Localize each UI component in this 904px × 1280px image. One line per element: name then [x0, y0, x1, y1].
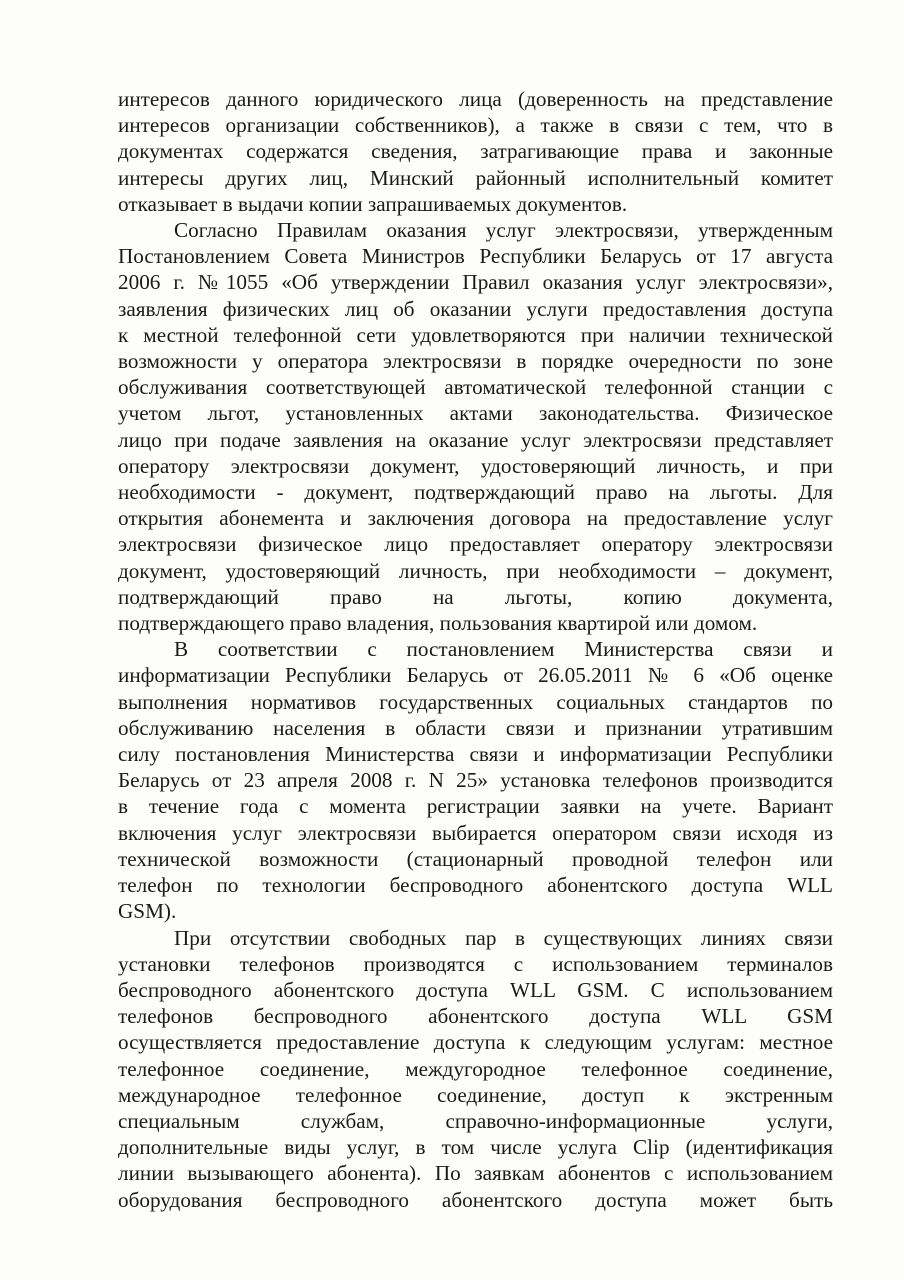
text-line: учетом льгот, установленных актами законодательства. Физическое — [118, 401, 833, 426]
text-line: электросвязи физическое лицо предоставляет оператору электросвязи — [118, 532, 833, 557]
text-line: Постановлением Совета Министров Республики Беларусь от 17 августа — [118, 244, 833, 269]
text-line: обслуживанию населения в области связи и признании утратившим — [118, 715, 833, 740]
text-line: выполнения нормативов государственных социальных стандартов по — [118, 689, 833, 714]
text-line: открытия абонемента и заключения договора на предоставление услуг — [118, 506, 833, 531]
text-line: отказывает в выдачи копии запрашиваемых документов. — [118, 191, 628, 216]
text-line: к местной телефонной сети удовлетворяются при наличии технической — [118, 322, 833, 347]
text-line: 2006 г. №1055 «Об утверждении Правил оказания услуг электросвязи», — [118, 270, 833, 295]
text-line: документ, удостоверяющий личность, при необходимости – документ, — [118, 558, 833, 583]
text-line: дополнительные виды услуг, в том числе услуга Clip (идентификация — [118, 1135, 833, 1160]
text-line: подтверждающий право на льготы, копию документа, — [118, 584, 833, 609]
text-line: подтверждающего право владения, пользования квартирой или домом. — [118, 611, 758, 636]
text-line: технической возможности (стационарный проводной телефон или — [118, 846, 833, 871]
text-line: включения услуг электросвязи выбирается оператором связи исходя из — [118, 820, 833, 845]
text-line: интересов данного юридического лица (доверенность на представление — [118, 87, 833, 111]
text-line: интересов организации собственников), а также в связи с тем, что в — [118, 113, 833, 138]
text-line: линии вызывающего абонента). По заявкам абонентов с использованием — [118, 1161, 833, 1186]
text-line: оборудования беспроводного абонентского доступа может быть — [118, 1187, 833, 1212]
text-line: беспроводного абонентского доступа WLL GSM. С использованием — [118, 977, 833, 1002]
text-line: в течение года с момента регистрации заявки на учете. Вариант — [118, 794, 833, 819]
text-line: возможности у оператора электросвязи в порядке очередности по зоне — [118, 349, 833, 374]
paragraph-4 — [118, 925, 833, 1213]
paragraph-3 — [118, 636, 833, 924]
text-line: специальным службам, справочно-информационные услуги, — [118, 1108, 833, 1133]
text-line: оператору электросвязи документ, удостоверяющий личность, и при — [118, 453, 833, 478]
text-line: осуществляется предоставление доступа к следующим услугам: местное — [118, 1030, 833, 1055]
text-line: При отсутствии свободных пар в существующих линиях связи — [174, 925, 833, 950]
text-line: телефонов беспроводного абонентского доступа WLL GSM — [118, 1004, 833, 1029]
text-line: Беларусь от 23 апреля 2008 г. N 25» установка телефонов производится — [118, 768, 833, 793]
text-line: лицо при подаче заявления на оказание услуг электросвязи представляет — [118, 427, 833, 452]
text-line: телефонное соединение, междугородное телефонное соединение, — [118, 1056, 833, 1081]
text-line: обслуживания соответствующей автоматической телефонной станции с — [118, 375, 833, 400]
text-line: силу постановления Министерства связи и информатизации Республики — [118, 742, 833, 767]
text-line: необходимости - документ, подтверждающий право на льготы. Для — [118, 480, 833, 505]
paragraph-1 — [118, 86, 833, 217]
text-line: GSM). — [118, 899, 177, 924]
text-line: международное телефонное соединение, доступ к экстренным — [118, 1082, 833, 1107]
text-line: телефон по технологии беспроводного абонентского доступа WLL — [118, 873, 833, 898]
text-line: документах содержатся сведения, затрагивающие права и законные — [118, 139, 833, 164]
text-line: информатизации Республики Беларусь от 26.05.2011 № 6 «Об оценке — [118, 663, 833, 688]
text-line: Согласно Правилам оказания услуг электросвязи, утвержденным — [174, 218, 833, 243]
text-line: заявления физических лиц об оказании услуги предоставления доступа — [118, 296, 833, 321]
paragraph-2 — [118, 217, 833, 636]
text-line: интересы других лиц, Минский районный исполнительный комитет — [118, 165, 833, 190]
text-line: установки телефонов производятся с использованием терминалов — [118, 951, 833, 976]
text-line: В соответствии с постановлением Министерства связи и — [174, 637, 833, 662]
document-body — [118, 86, 833, 1213]
